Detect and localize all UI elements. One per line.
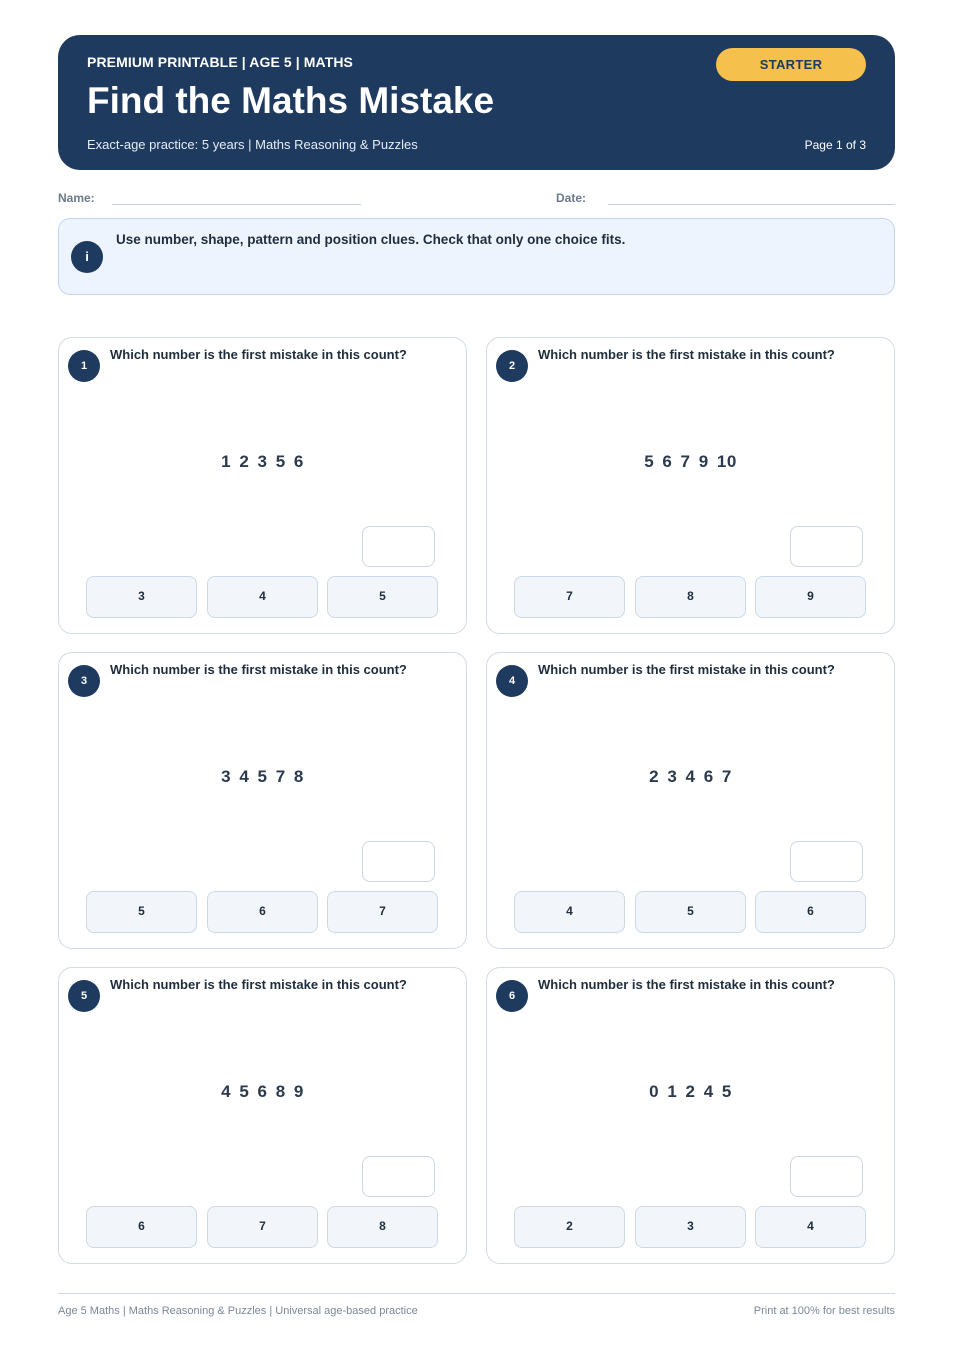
date-label: Date: [556, 191, 587, 205]
choice-option[interactable]: 4 [514, 891, 625, 933]
number-sequence: 1 2 3 5 6 [221, 452, 304, 471]
level-badge: STARTER [716, 48, 866, 81]
choice-option[interactable]: 4 [207, 576, 318, 618]
question-card-2 [486, 337, 895, 634]
question-number-badge: 1 [68, 350, 100, 382]
header-subtitle: Exact-age practice: 5 years | Maths Reasoning & Puzzles [87, 137, 418, 152]
number-sequence: 2 3 4 6 7 [649, 767, 732, 786]
choice-option[interactable]: 5 [635, 891, 746, 933]
choice-option[interactable]: 5 [327, 576, 438, 618]
page-indicator: Page 1 of 3 [804, 138, 866, 152]
answer-box[interactable] [362, 1156, 435, 1197]
question-card-4 [486, 652, 895, 949]
question-text: Which number is the first mistake in this count? [538, 977, 835, 992]
choice-option[interactable]: 8 [327, 1206, 438, 1248]
answer-box[interactable] [362, 526, 435, 567]
question-number-badge: 6 [496, 980, 528, 1012]
number-sequence: 4 5 6 8 9 [221, 1082, 304, 1101]
question-text: Which number is the first mistake in this count? [538, 347, 835, 362]
question-number-badge: 3 [68, 665, 100, 697]
choice-option[interactable]: 6 [86, 1206, 197, 1248]
answer-box[interactable] [790, 841, 863, 882]
question-card-5 [58, 967, 467, 1264]
answer-box[interactable] [790, 526, 863, 567]
question-number-badge: 2 [496, 350, 528, 382]
choice-option[interactable]: 3 [635, 1206, 746, 1248]
choice-option[interactable]: 3 [86, 576, 197, 618]
choice-option[interactable]: 8 [635, 576, 746, 618]
choice-option[interactable]: 7 [514, 576, 625, 618]
header-kicker: PREMIUM PRINTABLE | AGE 5 | MATHS [87, 54, 353, 70]
choice-option[interactable]: 6 [207, 891, 318, 933]
number-sequence: 0 1 2 4 5 [649, 1082, 732, 1101]
question-text: Which number is the first mistake in this count? [538, 662, 835, 677]
footer-divider [58, 1293, 895, 1294]
worksheet-header [58, 35, 895, 170]
question-text: Which number is the first mistake in this count? [110, 347, 407, 362]
answer-box[interactable] [362, 841, 435, 882]
info-icon: i [71, 241, 103, 273]
choice-option[interactable]: 5 [86, 891, 197, 933]
question-card-3 [58, 652, 467, 949]
choice-option[interactable]: 2 [514, 1206, 625, 1248]
question-card-1 [58, 337, 467, 634]
instructions-box [58, 218, 895, 295]
footer-left-text: Age 5 Maths | Maths Reasoning & Puzzles | Universal age-based practice [58, 1305, 418, 1317]
name-label: Name: [58, 191, 95, 205]
choice-option[interactable]: 7 [327, 891, 438, 933]
choice-option[interactable]: 9 [755, 576, 866, 618]
question-number-badge: 5 [68, 980, 100, 1012]
page-title: Find the Maths Mistake [87, 80, 495, 121]
question-card-6 [486, 967, 895, 1264]
question-text: Which number is the first mistake in this count? [110, 662, 407, 677]
choice-option[interactable]: 7 [207, 1206, 318, 1248]
name-line[interactable] [112, 204, 361, 205]
answer-box[interactable] [790, 1156, 863, 1197]
instructions-text: Use number, shape, pattern and position clues. Check that only one choice fits. [116, 232, 626, 247]
footer-right-text: Print at 100% for best results [753, 1305, 895, 1317]
choice-option[interactable]: 4 [755, 1206, 866, 1248]
number-sequence: 5 6 7 9 10 [644, 452, 737, 471]
number-sequence: 3 4 5 7 8 [221, 767, 304, 786]
choice-option[interactable]: 6 [755, 891, 866, 933]
question-number-badge: 4 [496, 665, 528, 697]
question-text: Which number is the first mistake in this count? [110, 977, 407, 992]
date-line[interactable] [608, 204, 895, 205]
